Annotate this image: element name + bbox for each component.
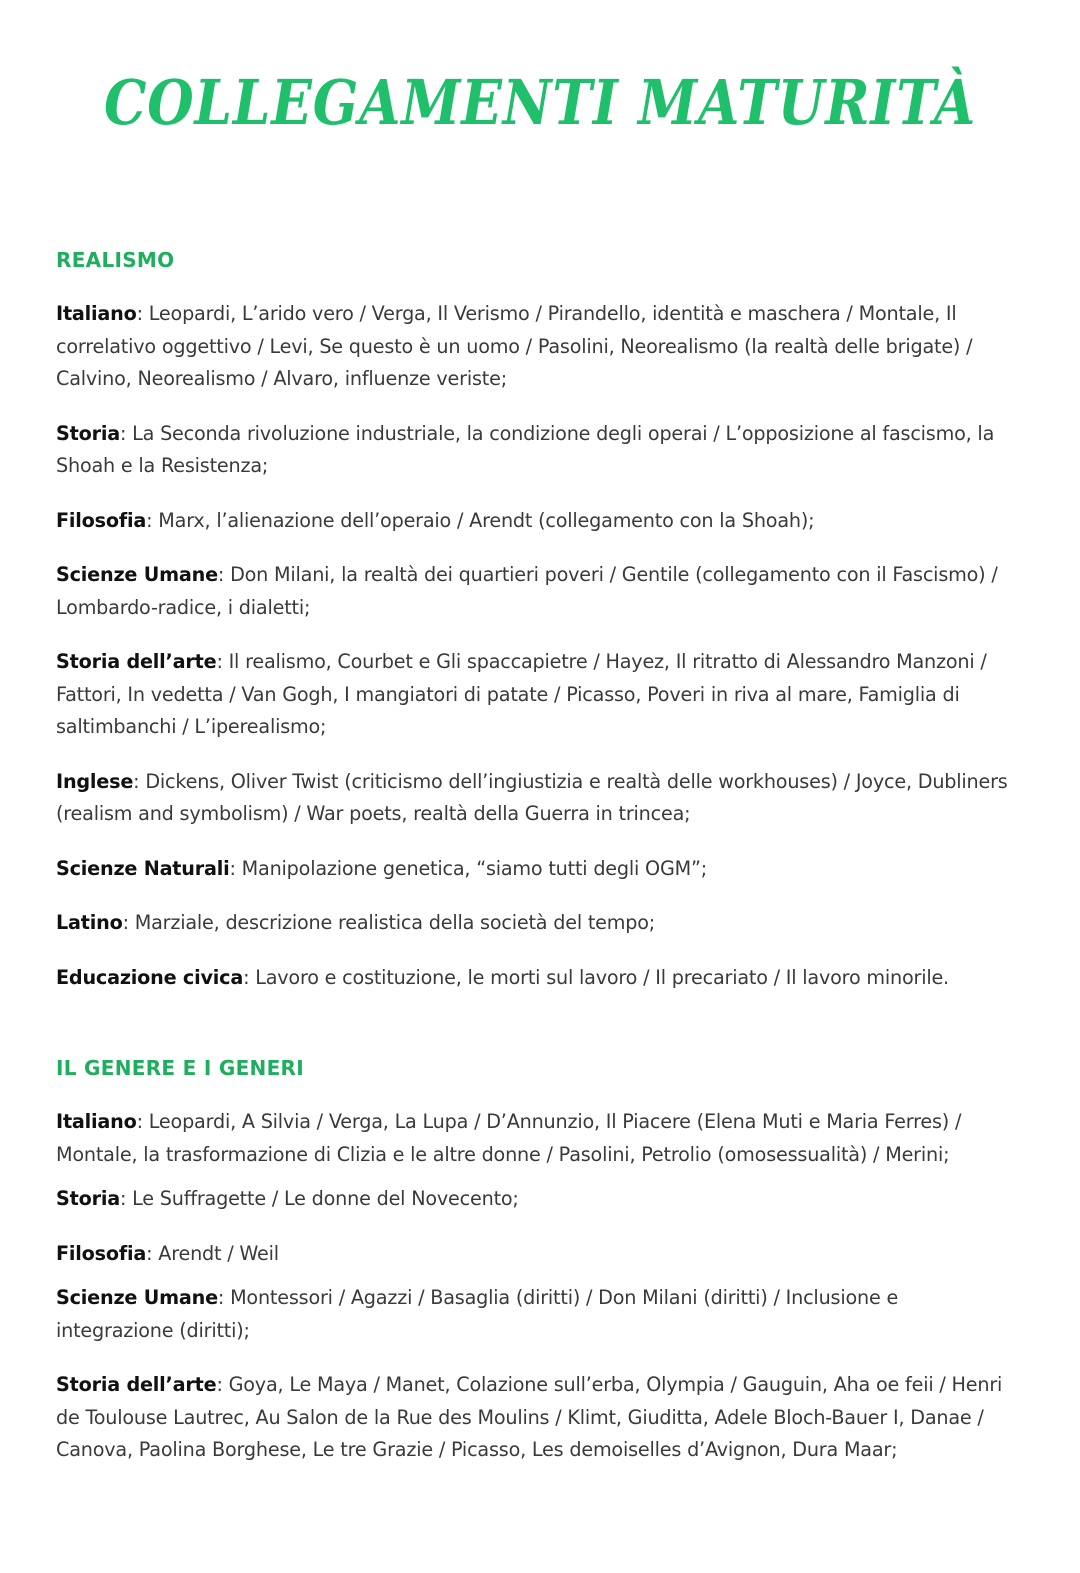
entry-text: : Dickens, Oliver Twist (criticismo dell’ingiustizia e realtà delle workhouses) / Joyce, Dubliners (realism and symbolism) / War poets, realtà della Guerra in trincea;: [56, 769, 1008, 825]
subject-label: Italiano: [56, 1110, 137, 1133]
entry-text: : Don Milani, la realtà dei quartieri poveri / Gentile (collegamento con il Fascismo) / Lombardo-radice, i dialetti;: [56, 563, 998, 619]
section-realismo: [56, 244, 1021, 994]
document-body: [56, 244, 1021, 1479]
subject-label: Storia dell’arte: [56, 1373, 217, 1396]
entry-text: : Lavoro e costituzione, le morti sul lavoro / Il precariato / Il lavoro minorile.: [243, 965, 949, 989]
subject-label: Educazione civica: [56, 965, 244, 989]
entry-scienze-umane: [56, 559, 1021, 624]
section-title: IL GENERE E I GENERI: [56, 1056, 305, 1080]
entry-text: : Goya, Le Maya / Manet, Colazione sull’erba, Olympia / Gauguin, Aha oe feii / Henri de Toulouse Lautrec, Au Salon de la Rue des Moulins / Klimt, Giuditta, Adele Bloch-Bauer I, Danae / Canova, Paolina Borghese, Le tre Grazie / Picasso, Les demoiselles d’Avignon, Dura Maar;: [56, 1373, 1003, 1461]
entry-storia: [56, 418, 1021, 483]
entry-text: : Il realismo, Courbet e Gli spaccapietre / Hayez, Il ritratto di Alessandro Manzoni / Fattori, In vedetta / Van Gogh, I mangiatori di patate / Picasso, Poveri in riva al mare, Famiglia di saltimbanchi / L’iperealismo;: [56, 650, 987, 738]
section-title: REALISMO: [56, 248, 175, 272]
subject-label: Filosofia: [56, 1241, 147, 1265]
subject-label: Scienze Umane: [56, 1286, 218, 1309]
page-title: COLLEGAMENTI MATURITÀ: [103, 66, 977, 139]
entry-text: : Montessori / Agazzi / Basaglia (diritti) / Don Milani (diritti) / Inclusione e integrazione (diritti);: [56, 1286, 899, 1342]
entry-scienze-naturali: [56, 853, 1021, 886]
entry-text: : Le Suffragette / Le donne del Novecento;: [119, 1187, 519, 1210]
entry-text: : Marx, l’alienazione dell’operaio / Arendt (collegamento con la Shoah);: [146, 508, 815, 532]
entry-text: : Arendt / Weil: [146, 1241, 279, 1265]
entry-educazione-civica: [56, 962, 1021, 995]
entry-storia-arte: [56, 646, 1021, 744]
subject-label: Filosofia: [56, 508, 147, 532]
entry-filosofia: [56, 505, 1021, 538]
entry-text: : Leopardi, A Silvia / Verga, La Lupa / D’Annunzio, Il Piacere (Elena Muti e Maria Ferres) / Montale, la trasformazione di Clizia e le altre donne / Pasolini, Petrolio (omosessualità) / Merini;: [56, 1110, 962, 1166]
subject-label: Scienze Naturali: [56, 856, 230, 880]
subject-label: Storia: [56, 421, 120, 445]
entry-italiano: [56, 298, 1021, 396]
entry-text: : Marziale, descrizione realistica della società del tempo;: [122, 911, 656, 934]
entry-storia: [56, 1183, 1021, 1216]
subject-label: Inglese: [56, 769, 134, 793]
entry-inglese: [56, 766, 1021, 831]
entry-storia-arte: [56, 1369, 1021, 1467]
section-genere: [56, 1052, 1021, 1467]
entry-text: : Manipolazione genetica, “siamo tutti degli OGM”;: [229, 856, 707, 880]
subject-label: Storia dell’arte: [56, 650, 217, 673]
entry-scienze-umane: [56, 1282, 1021, 1347]
entry-filosofia: [56, 1238, 1021, 1271]
entry-italiano: [56, 1106, 1021, 1171]
entry-text: : Leopardi, L’arido vero / Verga, Il Verismo / Pirandello, identità e maschera / Montale, Il correlativo oggettivo / Levi, Se questo è un uomo / Pasolini, Neorealismo (la realtà delle brigate) / Calvino, Neorealismo / Alvaro, influenze veriste;: [56, 302, 973, 390]
entry-text: : La Seconda rivoluzione industriale, la condizione degli operai / L’opposizione al fascismo, la Shoah e la Resistenza;: [56, 421, 995, 477]
subject-label: Scienze Umane: [56, 563, 218, 586]
subject-label: Latino: [56, 911, 123, 934]
subject-label: Storia: [56, 1187, 120, 1210]
subject-label: Italiano: [56, 302, 137, 325]
entry-latino: [56, 907, 1021, 940]
